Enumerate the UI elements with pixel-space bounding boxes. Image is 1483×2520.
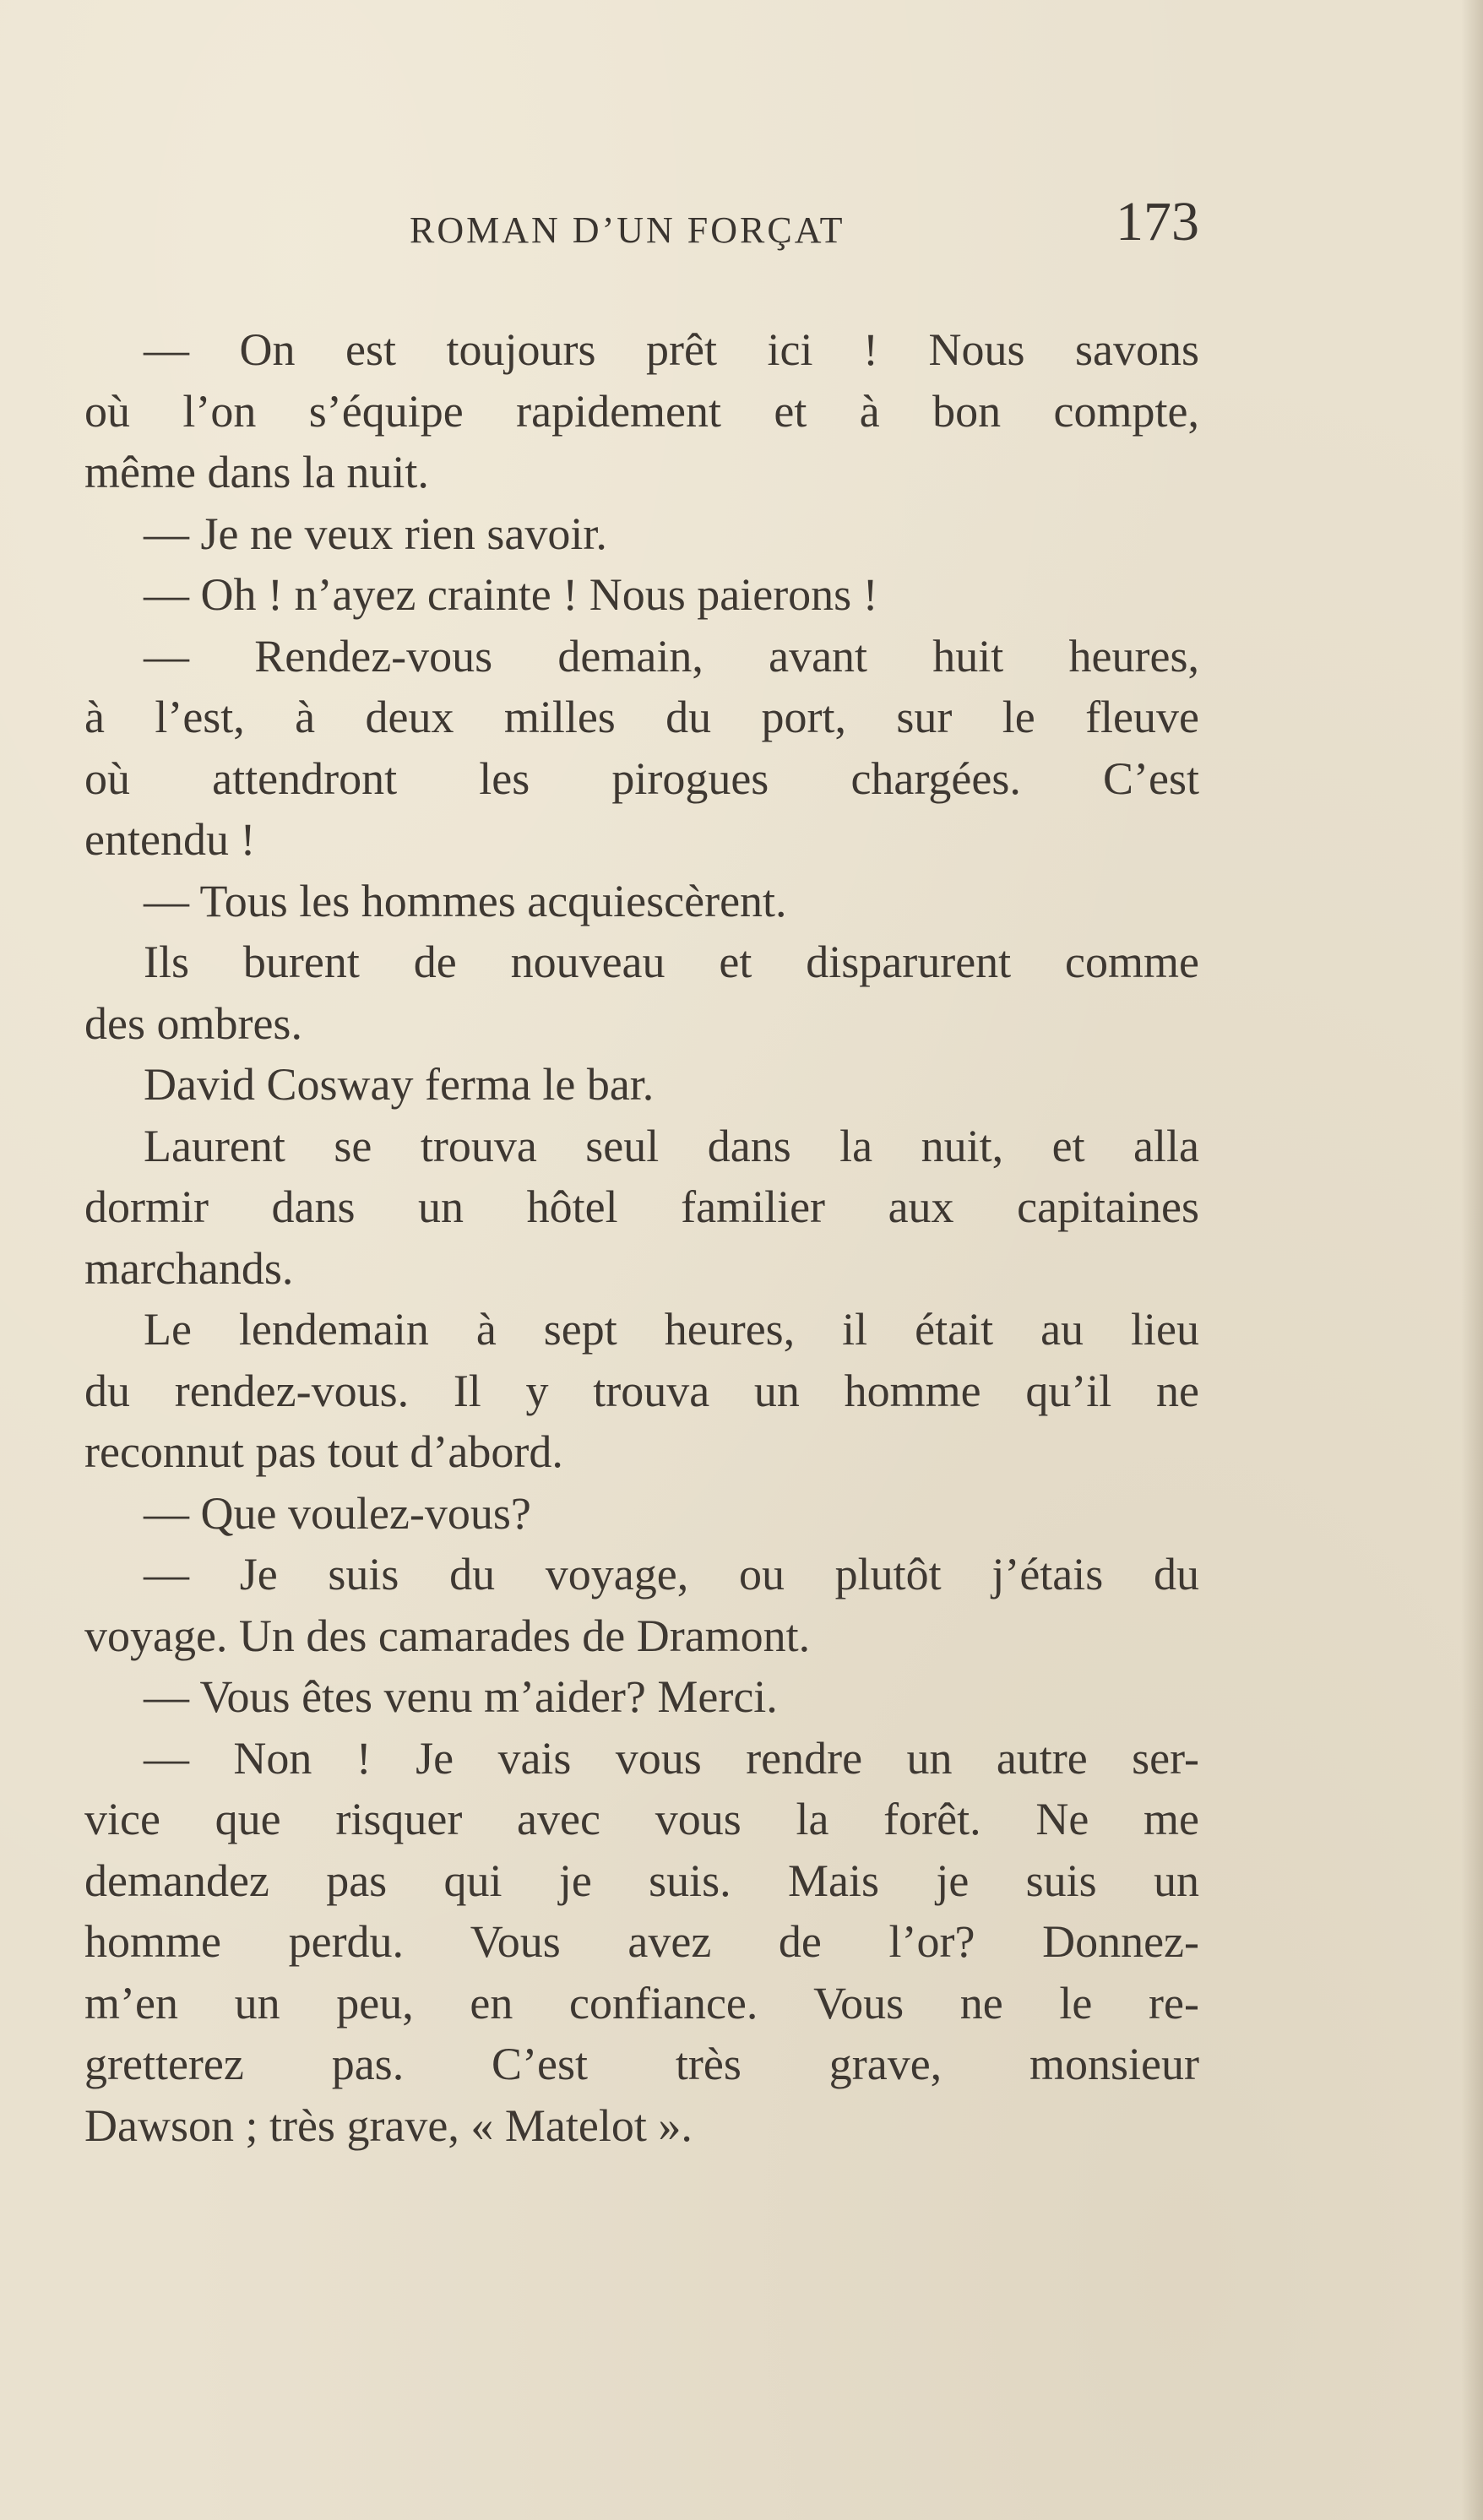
text-line: — Oh ! n’ayez crainte ! Nous paierons ! (144, 569, 878, 620)
text-line: — Tous les hommes acquiescèrent. (144, 875, 787, 926)
text-line: Le lendemain à sept heures, il était au lieu (144, 1304, 1199, 1355)
text-line: — Vous êtes venu m’aider? Merci. (144, 1671, 778, 1722)
text-line: homme perdu. Vous avez de l’or? Donnez- (84, 1916, 1199, 1967)
page-number: 173 (1116, 191, 1199, 253)
text-line: m’en un peu, en confiance. Vous ne le re- (84, 1977, 1199, 2028)
text-line: — Rendez-vous demain, avant huit heures, (144, 630, 1199, 682)
text-line: — Je suis du voyage, ou plutôt j’étais du (144, 1549, 1199, 1599)
text-line: — On est toujours prêt ici ! Nous savons (144, 324, 1199, 375)
text-line: Ils burent de nouveau et disparurent comme (144, 937, 1199, 987)
text-line: où attendront les pirogues chargées. C’est (84, 752, 1199, 804)
page-header (84, 190, 1199, 266)
text-line: — Je ne veux rien savoir. (144, 508, 607, 559)
text-line: Laurent se trouva seul dans la nuit, et alla (144, 1120, 1199, 1171)
text-line: à l’est, à deux milles du port, sur le fleuve (84, 692, 1199, 742)
text-line: dormir dans un hôtel familier aux capitaines (84, 1181, 1199, 1232)
text-line: entendu ! (84, 814, 256, 865)
text-line: Dawson ; très grave, « Matelot ». (84, 2099, 693, 2151)
running-title: ROMAN D’UN FORÇAT (410, 209, 845, 251)
text-line: voyage. Un des camarades de Dramont. (84, 1610, 811, 1661)
text-line: demandez pas qui je suis. Mais je suis un (84, 1855, 1199, 1906)
text-line: — Que voulez-vous? (144, 1487, 531, 1539)
body-text (84, 319, 1199, 2156)
text-line: David Cosway ferma le bar. (144, 1059, 655, 1110)
text-line: marchands. (84, 1242, 294, 1294)
text-line: vice que risquer avec vous la forêt. Ne me (84, 1794, 1199, 1844)
text-line: des ombres. (84, 997, 302, 1049)
text-line: — Non ! Je vais vous rendre un autre ser- (144, 1732, 1199, 1784)
text-line: du rendez-vous. Il y trouva un homme qu’il ne (84, 1365, 1199, 1416)
text-line: même dans la nuit. (84, 447, 429, 497)
page-edge-shadow (1461, 0, 1483, 2520)
text-line: reconnut pas tout d’abord. (84, 1426, 563, 1477)
text-line: gretterez pas. C’est très grave, monsieur (84, 2039, 1199, 2089)
text-line: où l’on s’équipe rapidement et à bon compte, (84, 385, 1199, 437)
